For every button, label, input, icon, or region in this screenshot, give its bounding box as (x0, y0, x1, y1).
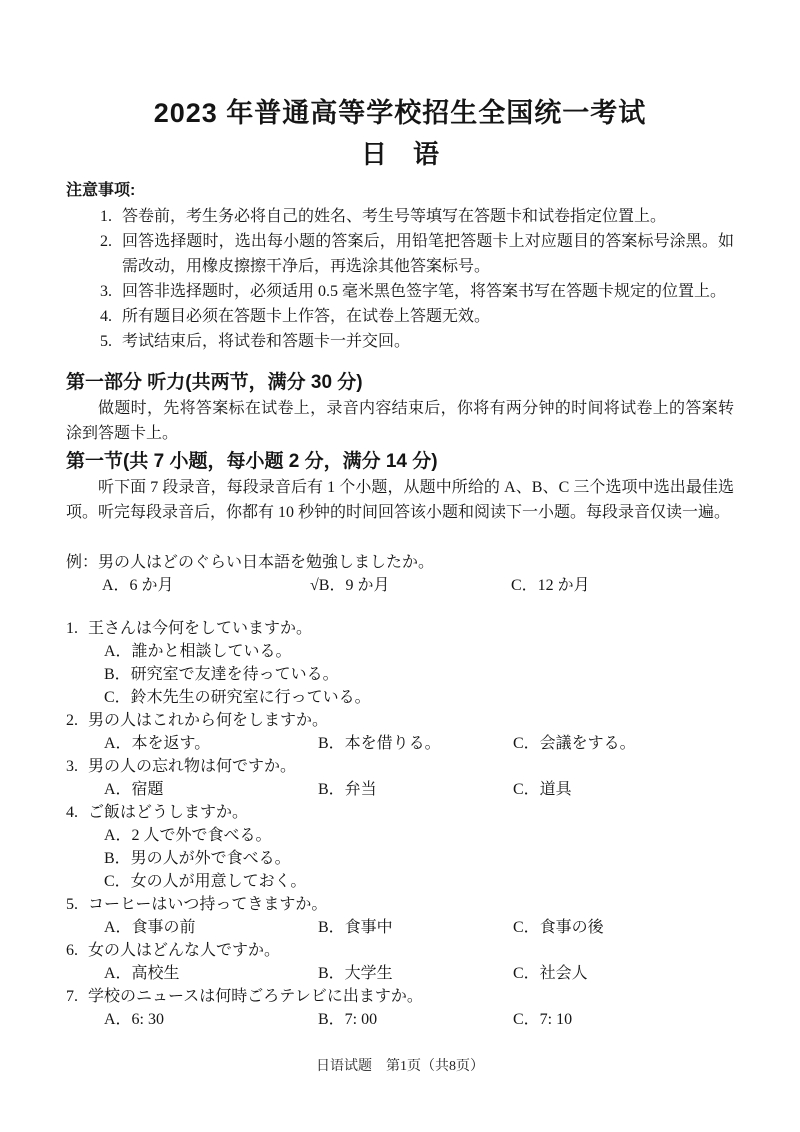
options-row (66, 778, 734, 801)
exam-title: 2023 年普通高等学校招生全国统一考试 (153, 98, 647, 128)
option-b: B．食事中 (318, 919, 393, 936)
question-number: 6. (66, 942, 78, 959)
question-text: 王さんは今何をしていますか。 (88, 620, 313, 637)
question-text: コーヒーはいつ持ってきますか。 (88, 896, 328, 913)
question-stem (66, 893, 734, 916)
example-stem (66, 551, 734, 574)
options-stack (66, 824, 734, 893)
example-option-a: A．6 か月 (102, 577, 174, 594)
notice-item-number: 3. (100, 283, 112, 300)
notice-item-text: 考试结束后，将试卷和答题卡一并交回。 (122, 333, 411, 350)
example-question (66, 551, 734, 597)
question-stem (66, 985, 734, 1008)
notice-item-number: 5. (100, 333, 112, 350)
notice-heading: 注意事项: (66, 182, 136, 199)
question-stem (66, 801, 734, 824)
notice-item-2 (66, 229, 734, 279)
exam-subject: 日 语 (360, 139, 439, 169)
option-b: B．7: 00 (318, 1011, 378, 1028)
option-b: B．男の人が外で食べる。 (104, 850, 291, 867)
questions-list (66, 617, 734, 1031)
question-text: 女の人はどんな人ですか。 (88, 942, 281, 959)
options-stack (66, 640, 734, 709)
option-a: A．宿題 (104, 781, 164, 798)
options-row (66, 732, 734, 755)
part1-intro: 做题时，先将答案标在试卷上，录音内容结束后，你将有两分钟的时间将试卷上的答案转涂到答题卡上。 (66, 400, 734, 442)
page-footer: 日语试题 第1页（共8页） (316, 1059, 484, 1074)
option-c: C．会議をする。 (513, 735, 636, 752)
question-number: 4. (66, 804, 78, 821)
notice-item-5 (66, 329, 734, 354)
question-stem (66, 709, 734, 732)
notice-item-text: 答卷前，考生务必将自己的姓名、考生号等填写在答题卡和试卷指定位置上。 (122, 208, 667, 225)
question-number: 7. (66, 988, 78, 1005)
question-number: 1. (66, 620, 78, 637)
question-4 (66, 801, 734, 893)
question-stem (66, 755, 734, 778)
notice-item-3 (66, 279, 734, 304)
question-6 (66, 939, 734, 985)
part1-listening-section (66, 369, 734, 1031)
option-a: A．食事の前 (104, 919, 196, 936)
option-c: C．食事の後 (513, 919, 604, 936)
notice-list (66, 204, 734, 354)
option-c: C．鈴木先生の研究室に行っている。 (104, 689, 371, 706)
notice-item-text: 回答非选择题时，必须适用 0.5 毫米黑色签字笔，将答案书写在答题卡规定的位置上。 (122, 283, 727, 300)
question-stem (66, 617, 734, 640)
option-c: C．道具 (513, 781, 572, 798)
question-number: 2. (66, 712, 78, 729)
option-c: C．社会人 (513, 965, 588, 982)
question-7 (66, 985, 734, 1031)
example-stem-text: 男の人はどのぐらい日本語を勉強しましたか。 (98, 554, 435, 571)
option-c: C．女の人が用意しておく。 (104, 873, 307, 890)
notice-section (66, 180, 734, 354)
question-number: 3. (66, 758, 78, 775)
section1-heading: 第一节(共 7 小题，每小题 2 分，满分 14 分) (66, 451, 438, 472)
question-stem (66, 939, 734, 962)
example-option-b-checked: √B．9 か月 (310, 577, 390, 594)
question-5 (66, 893, 734, 939)
options-row (66, 962, 734, 985)
option-c: C．7: 10 (513, 1011, 573, 1028)
option-a: A．6: 30 (104, 1011, 165, 1028)
notice-item-number: 1. (100, 208, 112, 225)
option-b: B．本を借りる。 (318, 735, 441, 752)
notice-item-1 (66, 204, 734, 229)
option-a: A．誰かと相談している。 (104, 643, 292, 660)
notice-item-text: 回答选择题时，选出每小题的答案后，用铅笔把答题卡上对应题目的答案标号涂黑。如需改动，用橡皮擦擦干净后，再选涂其他答案标号。 (122, 233, 734, 275)
question-text: ご飯はどうしますか。 (88, 804, 249, 821)
notice-item-number: 4. (100, 308, 112, 325)
example-label: 例： (66, 554, 99, 571)
example-options-row (66, 574, 734, 597)
notice-item-number: 2. (100, 233, 112, 250)
notice-item-text: 所有题目必须在答题卡上作答，在试卷上答题无效。 (122, 308, 491, 325)
options-row (66, 1008, 734, 1031)
question-text: 男の人の忘れ物は何ですか。 (88, 758, 297, 775)
option-a: A．高校生 (104, 965, 180, 982)
question-text: 男の人はこれから何をしますか。 (88, 712, 329, 729)
question-number: 5. (66, 896, 78, 913)
options-row (66, 916, 734, 939)
question-3 (66, 755, 734, 801)
option-a: A．本を返す。 (104, 735, 211, 752)
example-option-c: C．12 か月 (511, 577, 590, 594)
question-2 (66, 709, 734, 755)
notice-item-4 (66, 304, 734, 329)
question-text: 学校のニュースは何時ごろテレビに出ますか。 (88, 988, 423, 1005)
option-a: A．2 人で外で食べる。 (104, 827, 272, 844)
option-b: B．弁当 (318, 781, 377, 798)
part1-heading: 第一部分 听力(共两节，满分 30 分) (66, 372, 363, 393)
option-b: B．研究室で友達を待っている。 (104, 666, 339, 683)
question-1 (66, 617, 734, 709)
option-b: B．大学生 (318, 965, 393, 982)
section1-intro: 听下面 7 段录音，每段录音后有 1 个小题，从题中所给的 A、B、C 三个选项中选出最佳选项。听完每段录音后，你都有 10 秒钟的时间回答该小题和阅读下一小题。每段录音仅读一遍。 (66, 479, 734, 521)
